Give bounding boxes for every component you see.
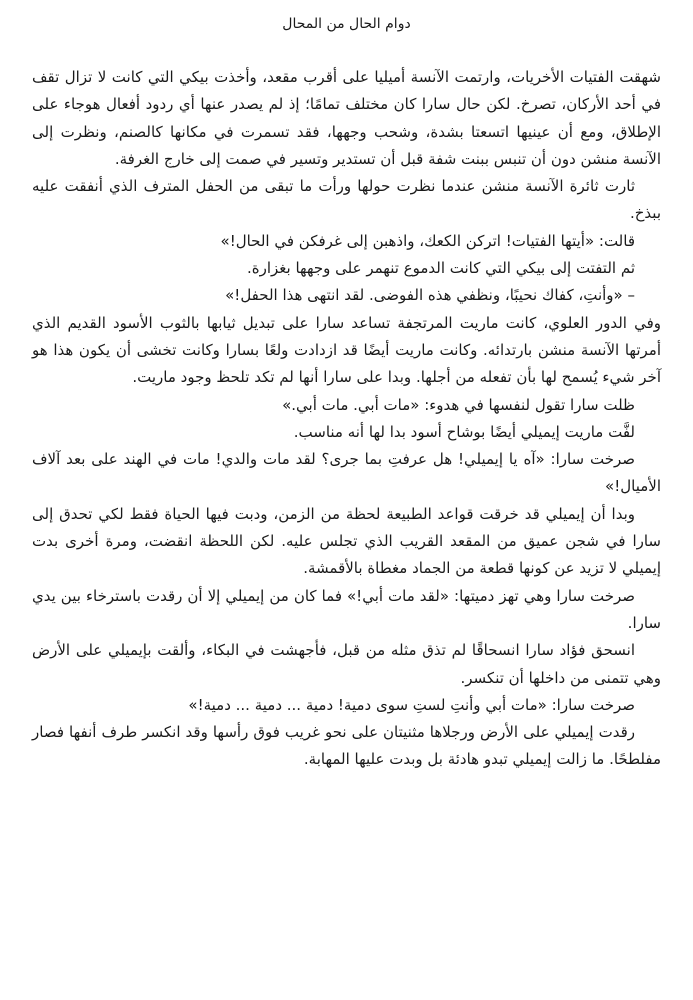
page-text-body xyxy=(32,64,661,774)
paragraph-5: – «وأنتِ، كفاك نحيبًا، ونظفي هذه الفوضى. لقد انتهى هذا الحفل!» xyxy=(225,286,635,305)
paragraph-1: شهقت الفتيات الأخريات، وارتمت الآنسة أميليا على أقرب مقعد، وأخذت بيكي التي كانت لا تزال تقف في أحد الأركان، تصرخ. لكن حال سارا كان مختلف تمامًا؛ إذ لم يصدر عنها أي ردود أفعال هوجاء على الإطلاق، ومع أن عينيها اتسعتا بشدة، وشحب وجهها، فقد تسمرت في مكانها كالصنم، ونظرت إلى الآنسة منشن دون أن تنبس ببنت شفة قبل أن تستدير وتسير في صمت إلى خارج الغرفة. xyxy=(32,68,661,168)
paragraph-4: ثم التفتت إلى بيكي التي كانت الدموع تنهمر على وجهها بغزارة. xyxy=(246,259,635,278)
paragraph-9: صرخت سارا: «آه يا إيميلي! هل عرفتِ بما جرى؟ لقد مات والدي! مات في الهند على بعد آلاف الأميال!» xyxy=(32,450,661,496)
paragraph-12: انسحق فؤاد سارا انسحاقًا لم تذق مثله من قبل، فأجهشت في البكاء، وألقت بإيميلي على الأرض وهي تتمنى من داخلها أن تنكسر. xyxy=(32,641,661,687)
paragraph-10: وبدا أن إيميلي قد خرقت قواعد الطبيعة لحظة من الزمن، ودبت فيها الحياة فقط لكي تحدق إلى سارا في شجن عميق من المقعد القريب الذي تجلس عليه. لكن اللحظة انقضت، ومرة أخرى بدت إيميلي لا تزيد عن كونها قطعة من الجماد مغطاة بالأقمشة. xyxy=(32,504,661,578)
paragraph-6: وفي الدور العلوي، كانت ماريت المرتجفة تساعد سارا على تبديل ثيابها بالثوب الأسود القديم الذي أمرتها الآنسة منشن بارتدائه. وكانت ماريت أيضًا قد ازدادت ولعًا بسارا وكانت تخشى أن يكون هذا هو آخر شيء يُسمح لها بأن تفعله من أجلها. وبدا على سارا أنها لم تكد تلحظ وجود ماريت. xyxy=(32,313,661,387)
paragraph-2: ثارت ثائرة الآنسة منشن عندما نظرت حولها ورأت ما تبقى من الحفل المترف الذي أنفقت عليه ببذخ. xyxy=(32,177,661,223)
paragraph-8: لفَّت ماريت إيميلي أيضًا بوشاح أسود بدا لها أنه مناسب. xyxy=(293,422,635,441)
paragraph-7: ظلت سارا تقول لنفسها في هدوء: «مات أبي. مات أبي.» xyxy=(282,395,635,414)
paragraph-13: صرخت سارا: «مات أبي وأنتِ لستِ سوى دمية! دمية ... دمية ... دمية!» xyxy=(188,695,635,714)
paragraph-14: رقدت إيميلي على الأرض ورجلاها مثنيتان على نحو غريب فوق رأسها وقد انكسر طرف أنفها فصار مفلطحًا. ما زالت إيميلي تبدو هادئة بل وبدت عليها المهابة. xyxy=(32,723,661,769)
paragraph-3: قالت: «أيتها الفتيات! اتركن الكعك، واذهبن إلى غرفكن في الحال!» xyxy=(220,231,635,250)
running-header: دوام الحال من المحال xyxy=(282,16,411,32)
paragraph-11: صرخت سارا وهي تهز دميتها: «لقد مات أبي!» فما كان من إيميلي إلا أن رقدت باسترخاء بين يدي سارا. xyxy=(32,586,661,632)
